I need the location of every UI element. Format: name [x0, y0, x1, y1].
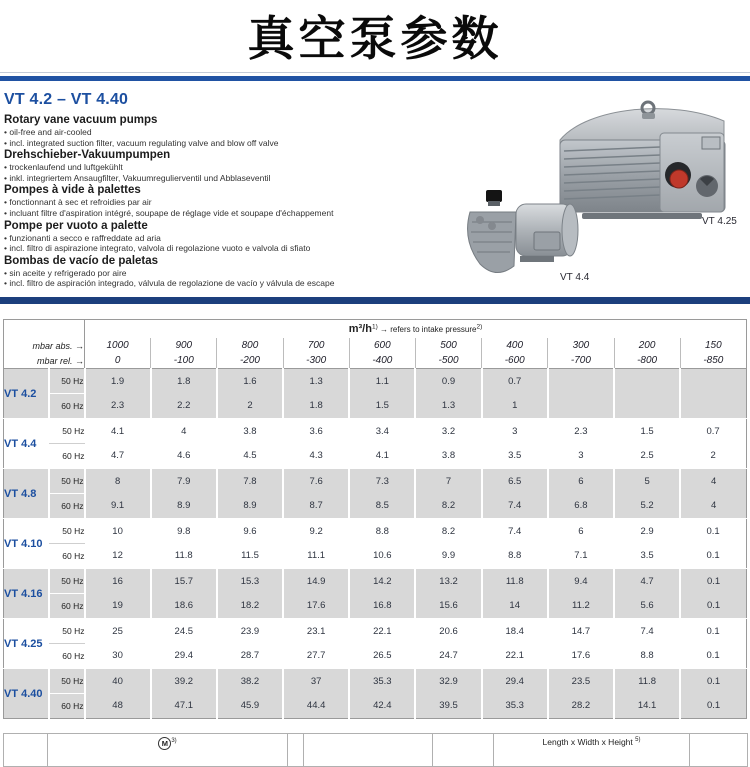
flow-value-cell: 14.2: [349, 569, 415, 594]
flow-value-cell: [680, 394, 746, 419]
flow-value-cell: 3.5: [614, 544, 680, 569]
flow-value-cell: 4: [680, 494, 746, 519]
model-label: VT 4.25: [4, 619, 49, 669]
flow-value-cell: 9.8: [151, 519, 217, 544]
model-label: VT 4.8: [4, 469, 49, 519]
bottom-empty-cell-3: [304, 734, 433, 767]
flow-value-cell: 2: [680, 444, 746, 469]
flow-value-cell: 4.7: [85, 444, 151, 469]
pressure-header-cell: -500: [415, 353, 481, 369]
flow-value-cell: 25: [85, 619, 151, 644]
section-divider-bar: [0, 297, 750, 304]
flow-value-cell: 18.4: [482, 619, 548, 644]
flow-value-cell: 14.9: [283, 569, 349, 594]
flow-value-cell: 30: [85, 644, 151, 669]
table-row: [4, 394, 747, 419]
product-description-bullet: • incluant filtre d'aspiration intégré, soupape de réglage vide et soupape d'échappement: [4, 207, 334, 218]
flow-value-cell: 9.2: [283, 519, 349, 544]
hz-label: 60 Hz: [49, 394, 85, 419]
model-range-heading: VT 4.2 – VT 4.40: [4, 91, 129, 108]
flow-value-cell: 14.7: [548, 619, 614, 644]
flow-value-cell: 28.7: [217, 644, 283, 669]
flow-value-cell: 7.4: [482, 519, 548, 544]
flow-value-cell: 1.3: [283, 369, 349, 394]
pressure-header-cell: 500: [415, 338, 481, 353]
flow-value-cell: 11.8: [151, 544, 217, 569]
flow-value-cell: 11.8: [614, 669, 680, 694]
table-row: [4, 544, 747, 569]
unit-label: m³/h: [348, 323, 372, 335]
flow-value-cell: 8.5: [349, 494, 415, 519]
mbar-rel-label: mbar rel. →: [4, 353, 85, 369]
hz-label: 60 Hz: [49, 644, 85, 669]
product-description-bullet: • sin aceite y refrigerado por aire: [4, 267, 127, 278]
flow-value-cell: 7.4: [482, 494, 548, 519]
flow-value-cell: [548, 394, 614, 419]
pressure-header-cell: -300: [283, 353, 349, 369]
flow-value-cell: 23.5: [548, 669, 614, 694]
product-description-heading: Bombas de vacío de paletas: [4, 254, 159, 267]
flow-value-cell: 2.3: [85, 394, 151, 419]
flow-value-cell: 32.9: [415, 669, 481, 694]
flow-value-cell: 7: [415, 469, 481, 494]
flow-value-cell: 8.2: [415, 519, 481, 544]
flow-value-cell: 4.3: [283, 444, 349, 469]
pressure-header-cell: 400: [482, 338, 548, 353]
hz-label: 60 Hz: [49, 494, 85, 519]
flow-value-cell: 24.7: [415, 644, 481, 669]
table-row: [4, 694, 747, 719]
flow-value-cell: 1.8: [151, 369, 217, 394]
flow-value-cell: 17.6: [548, 644, 614, 669]
product-description-bullet: • incl. filtro de aspiración integrado, válvula de regolazione de vacío y válvula de escape: [4, 278, 335, 289]
flow-value-cell: 39.2: [151, 669, 217, 694]
pressure-header-cell: -850: [680, 353, 746, 369]
table-row: [4, 369, 747, 394]
model-label: VT 4.40: [4, 669, 49, 719]
table-row: [4, 594, 747, 619]
descriptions: [4, 113, 444, 289]
pressure-header-cell: 700: [283, 338, 349, 353]
flow-value-cell: 10: [85, 519, 151, 544]
flow-value-cell: 1.8: [283, 394, 349, 419]
flow-value-cell: 8.7: [283, 494, 349, 519]
product-description-bullet: • incl. integrated suction filter, vacuum regulating valve and blow off valve: [4, 137, 279, 148]
flow-value-cell: 17.6: [283, 594, 349, 619]
hz-label: 50 Hz: [49, 669, 85, 694]
product-description-bullet: • oil-free and air-cooled: [4, 127, 92, 137]
flow-value-cell: 8.8: [349, 519, 415, 544]
model-label: VT 4.16: [4, 569, 49, 619]
flow-value-cell: 2.3: [548, 419, 614, 444]
flow-value-cell: 11.5: [217, 544, 283, 569]
flow-value-cell: 8.9: [151, 494, 217, 519]
flow-value-cell: 9.9: [415, 544, 481, 569]
flow-value-cell: 1.6: [217, 369, 283, 394]
header-empty-cell: [4, 320, 85, 339]
flow-value-cell: 6.5: [482, 469, 548, 494]
pressure-header-cell: -800: [614, 353, 680, 369]
flow-value-cell: 0.1: [680, 544, 746, 569]
mbar-abs-label: mbar abs. →: [4, 338, 85, 353]
table-row: [4, 494, 747, 519]
flow-value-cell: 7.8: [217, 469, 283, 494]
hz-label: 50 Hz: [49, 369, 85, 394]
table-row: [4, 619, 747, 644]
pressure-header-cell: 800: [217, 338, 283, 353]
mbar-abs-row: [4, 338, 747, 353]
hz-label: 60 Hz: [49, 694, 85, 719]
flow-value-cell: 4.6: [151, 444, 217, 469]
flow-value-cell: 8.2: [415, 494, 481, 519]
flow-value-cell: 1.1: [349, 369, 415, 394]
product-description-heading: Pompe per vuoto a palette: [4, 219, 148, 232]
bottom-spec-table: [3, 733, 748, 767]
hz-label: 50 Hz: [49, 469, 85, 494]
table-row: [4, 669, 747, 694]
flow-value-cell: 37: [283, 669, 349, 694]
hz-label: 50 Hz: [49, 519, 85, 544]
flow-value-cell: 11.8: [482, 569, 548, 594]
table-row: [4, 469, 747, 494]
flow-value-cell: 0.1: [680, 694, 746, 719]
flow-value-cell: 28.2: [548, 694, 614, 719]
flow-value-cell: 29.4: [482, 669, 548, 694]
flow-value-cell: 16.8: [349, 594, 415, 619]
pump-performance-table: [3, 319, 747, 719]
flow-value-cell: 1.3: [415, 394, 481, 419]
flow-value-cell: 15.6: [415, 594, 481, 619]
flow-value-cell: 39.5: [415, 694, 481, 719]
flow-unit-header: $m^3/h^{1)}$ → refers to intake pressure$^{2)}$: [85, 320, 747, 339]
flow-value-cell: 9.4: [548, 569, 614, 594]
bottom-empty-cell-2: [288, 734, 304, 767]
pressure-header-cell: -600: [482, 353, 548, 369]
flow-value-cell: 11.1: [283, 544, 349, 569]
pressure-header-cell: 0: [85, 353, 151, 369]
model-label: VT 4.2: [4, 369, 49, 419]
flow-value-cell: 5.2: [614, 494, 680, 519]
flow-value-cell: 6.8: [548, 494, 614, 519]
flow-value-cell: 12: [85, 544, 151, 569]
flow-value-cell: 8: [85, 469, 151, 494]
bottom-empty-cell-1: [4, 734, 48, 767]
motor-symbol-cell: M $^{3)}$: [48, 734, 288, 767]
flow-value-cell: [680, 369, 746, 394]
flow-value-cell: 4: [680, 469, 746, 494]
flow-value-cell: 19: [85, 594, 151, 619]
pump-photo-vt44: [458, 188, 588, 280]
bottom-empty-cell-5: [690, 734, 748, 767]
flow-value-cell: 15.3: [217, 569, 283, 594]
flow-value-cell: 29.4: [151, 644, 217, 669]
flow-value-cell: 20.6: [415, 619, 481, 644]
flow-value-cell: 1.5: [614, 419, 680, 444]
flow-value-cell: 9.1: [85, 494, 151, 519]
pressure-header-cell: -400: [349, 353, 415, 369]
pressure-header-cell: 600: [349, 338, 415, 353]
flow-value-cell: 22.1: [482, 644, 548, 669]
pressure-header-cell: -100: [151, 353, 217, 369]
hz-label: 60 Hz: [49, 444, 85, 469]
flow-value-cell: 4.7: [614, 569, 680, 594]
flow-value-cell: 5.6: [614, 594, 680, 619]
pump-label-vt44: VT 4.4: [560, 272, 590, 283]
flow-value-cell: [548, 369, 614, 394]
flow-value-cell: 3: [548, 444, 614, 469]
pressure-header-cell: 150: [680, 338, 746, 353]
flow-value-cell: 3.2: [415, 419, 481, 444]
flow-value-cell: 14: [482, 594, 548, 619]
flow-value-cell: 4: [151, 419, 217, 444]
flow-value-cell: 23.9: [217, 619, 283, 644]
title-accent-bar: [0, 76, 750, 81]
hz-label: 50 Hz: [49, 619, 85, 644]
flow-value-cell: 0.1: [680, 519, 746, 544]
flow-value-cell: 47.1: [151, 694, 217, 719]
flow-value-cell: 6: [548, 519, 614, 544]
flow-value-cell: 42.4: [349, 694, 415, 719]
flow-value-cell: 8.8: [614, 644, 680, 669]
table-row: [4, 519, 747, 544]
flow-value-cell: 7.6: [283, 469, 349, 494]
product-description-bullet: • incl. filtro di aspirazione integrato, valvola di regolazione vuoto e valvola di sfiato: [4, 243, 311, 254]
pressure-header-cell: 900: [151, 338, 217, 353]
flow-value-cell: 3.4: [349, 419, 415, 444]
flow-value-cell: 13.2: [415, 569, 481, 594]
flow-value-cell: 2.5: [614, 444, 680, 469]
flow-value-cell: 9.6: [217, 519, 283, 544]
table-row: [4, 444, 747, 469]
pressure-header-cell: 300: [548, 338, 614, 353]
flow-value-cell: 3.8: [415, 444, 481, 469]
product-description-bullet: • fonctionnant à sec et refroidies par air: [4, 197, 152, 208]
flow-value-cell: 35.3: [349, 669, 415, 694]
flow-value-cell: 23.1: [283, 619, 349, 644]
model-label: VT 4.10: [4, 519, 49, 569]
product-photos: [430, 90, 750, 295]
flow-value-cell: 0.1: [680, 619, 746, 644]
table-row: [4, 644, 747, 669]
flow-value-cell: 18.2: [217, 594, 283, 619]
flow-value-cell: 8.8: [482, 544, 548, 569]
flow-value-cell: 11.2: [548, 594, 614, 619]
flow-value-cell: 4.5: [217, 444, 283, 469]
flow-value-cell: 38.2: [217, 669, 283, 694]
flow-value-cell: 1.5: [349, 394, 415, 419]
flow-value-cell: 4.1: [85, 419, 151, 444]
flow-value-cell: 5: [614, 469, 680, 494]
flow-value-cell: 3.8: [217, 419, 283, 444]
flow-value-cell: [614, 369, 680, 394]
motor-icon: M: [158, 737, 171, 750]
flow-value-cell: 1.9: [85, 369, 151, 394]
flow-value-cell: 3: [482, 419, 548, 444]
flow-value-cell: 2: [217, 394, 283, 419]
page-title: 真空泵参数: [247, 12, 503, 67]
hz-label: 60 Hz: [49, 594, 85, 619]
flow-value-cell: 40: [85, 669, 151, 694]
flow-value-cell: 0.1: [680, 569, 746, 594]
flow-value-cell: 16: [85, 569, 151, 594]
flow-value-cell: 7.1: [548, 544, 614, 569]
flow-value-cell: 7.9: [151, 469, 217, 494]
flow-value-cell: 44.4: [283, 694, 349, 719]
flow-value-cell: 0.9: [415, 369, 481, 394]
flow-value-cell: 35.3: [482, 694, 548, 719]
product-description-bullet: • funzionanti a secco e raffreddate ad aria: [4, 232, 161, 243]
table-row: [4, 569, 747, 594]
pump-table-body: [4, 369, 747, 719]
product-description-heading: Rotary vane vacuum pumps: [4, 114, 158, 126]
mbar-rel-row: [4, 353, 747, 369]
flow-value-cell: 0.7: [680, 419, 746, 444]
pressure-header-cell: -700: [548, 353, 614, 369]
flow-value-cell: 7.3: [349, 469, 415, 494]
flow-value-cell: 0.1: [680, 669, 746, 694]
hz-label: 50 Hz: [49, 569, 85, 594]
flow-value-cell: 0.1: [680, 594, 746, 619]
flow-value-cell: 14.1: [614, 694, 680, 719]
product-description-heading: Drehschieber-Vakuumpumpen: [4, 149, 171, 162]
flow-value-cell: 18.6: [151, 594, 217, 619]
flow-value-cell: 22.1: [349, 619, 415, 644]
hz-label: 60 Hz: [49, 544, 85, 569]
hz-label: 50 Hz: [49, 419, 85, 444]
flow-value-cell: 6: [548, 469, 614, 494]
product-description-bullet: • inkl. integriertem Ansaugfilter, Vakuumregulierventil und Abblaseventil: [4, 172, 271, 183]
bottom-empty-cell-4: [433, 734, 494, 767]
pressure-header-cell: -200: [217, 353, 283, 369]
flow-value-cell: 3.6: [283, 419, 349, 444]
flow-value-cell: [614, 394, 680, 419]
pump-label-vt425: VT 4.25: [702, 216, 737, 227]
flow-value-cell: 26.5: [349, 644, 415, 669]
model-label: VT 4.4: [4, 419, 49, 469]
product-description-heading: Pompes à vide à palettes: [4, 184, 141, 197]
unit-note: → refers to intake pressure: [379, 325, 477, 334]
flow-value-cell: 1: [482, 394, 548, 419]
flow-value-cell: 27.7: [283, 644, 349, 669]
pressure-header-cell: 1000: [85, 338, 151, 353]
flow-value-cell: 24.5: [151, 619, 217, 644]
pressure-header-cell: 200: [614, 338, 680, 353]
flow-value-cell: 48: [85, 694, 151, 719]
table-row: [4, 419, 747, 444]
dimensions-header-cell: Length x Width x Height $^{5)}$: [494, 734, 690, 767]
flow-value-cell: 0.1: [680, 644, 746, 669]
product-description-bullet: • trockenlaufend und luftgekühlt: [4, 162, 123, 173]
flow-value-cell: 0.7: [482, 369, 548, 394]
flow-value-cell: 7.4: [614, 619, 680, 644]
flow-value-cell: 2.2: [151, 394, 217, 419]
flow-value-cell: 3.5: [482, 444, 548, 469]
flow-value-cell: 8.9: [217, 494, 283, 519]
flow-value-cell: 15.7: [151, 569, 217, 594]
flow-value-cell: 2.9: [614, 519, 680, 544]
flow-value-cell: 10.6: [349, 544, 415, 569]
flow-value-cell: 45.9: [217, 694, 283, 719]
flow-value-cell: 4.1: [349, 444, 415, 469]
title-divider-line: [0, 72, 750, 73]
